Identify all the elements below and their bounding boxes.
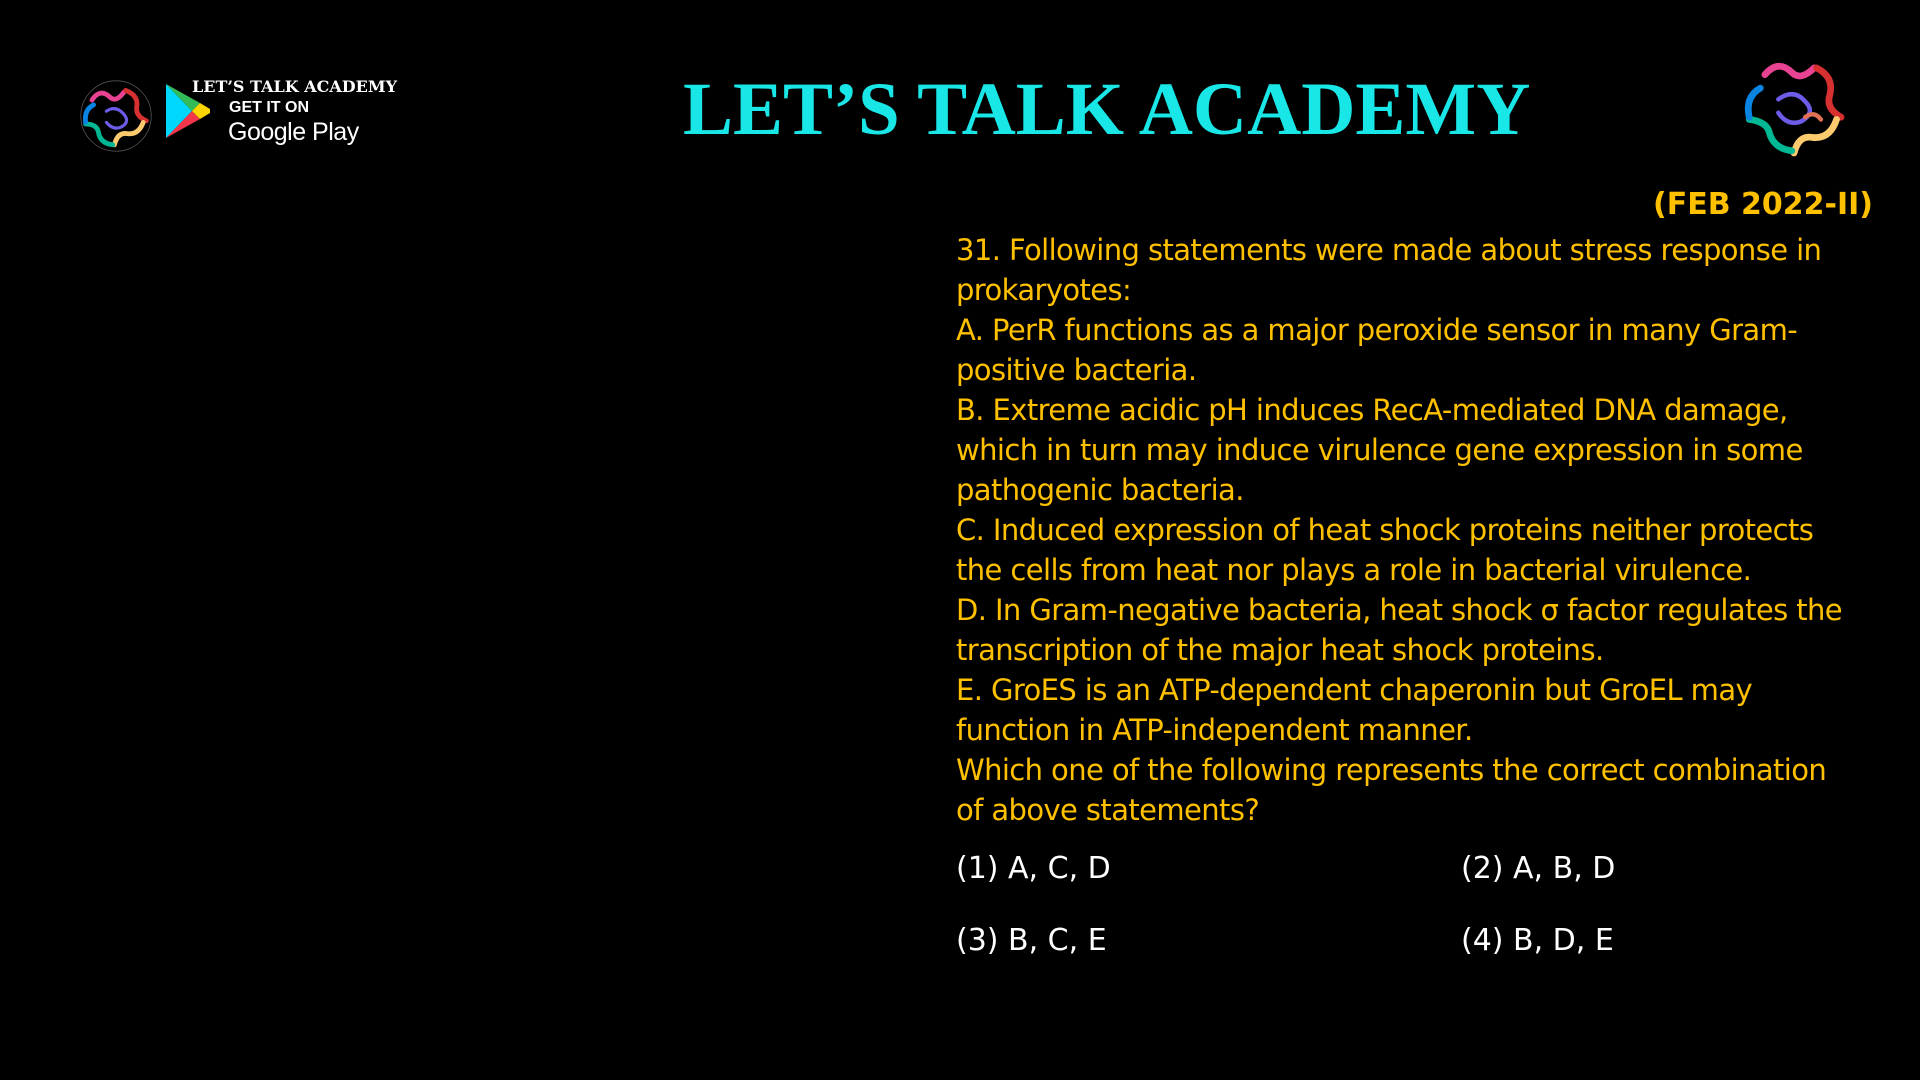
badge-store-name[interactable]: Google Play xyxy=(228,118,359,146)
page-title: LET’S TALK ACADEMY xyxy=(683,68,1531,151)
badge-academy-name: LET’S TALK ACADEMY xyxy=(192,77,397,96)
badge-get-it-on: GET IT ON xyxy=(229,99,309,116)
question-text xyxy=(956,230,1891,830)
statement-line: A. PerR functions as a major peroxide sensor in many Gram- xyxy=(956,313,1798,347)
prompt-line: of above statements? xyxy=(956,793,1260,827)
statement-line: B. Extreme acidic pH induces RecA-mediated DNA damage, xyxy=(956,393,1788,427)
statement-line: positive bacteria. xyxy=(956,353,1197,387)
statement-line: pathogenic bacteria. xyxy=(956,473,1244,507)
statement-line: which in turn may induce virulence gene expression in some xyxy=(956,433,1803,467)
protein-structure-logo-icon xyxy=(1738,50,1850,162)
statement-line: E. GroES is an ATP-dependent chaperonin but GroEL may xyxy=(956,673,1753,707)
exam-tag: (FEB 2022-II) xyxy=(1653,187,1873,222)
statement-line: D. In Gram-negative bacteria, heat shock σ factor regulates the xyxy=(956,593,1842,627)
option-2[interactable]: (2) A, B, D xyxy=(1461,851,1616,886)
question-line: 31. Following statements were made about stress response in xyxy=(956,233,1822,267)
protein-structure-logo-icon xyxy=(76,76,156,156)
statement-line: C. Induced expression of heat shock proteins neither protects xyxy=(956,513,1814,547)
statement-line: the cells from heat nor plays a role in bacterial virulence. xyxy=(956,553,1752,587)
option-1[interactable]: (1) A, C, D xyxy=(956,851,1111,886)
statement-line: function in ATP-independent manner. xyxy=(956,713,1473,747)
statement-line: transcription of the major heat shock proteins. xyxy=(956,633,1604,667)
prompt-line: Which one of the following represents the correct combination xyxy=(956,753,1827,787)
option-3[interactable]: (3) B, C, E xyxy=(956,923,1107,958)
question-line: prokaryotes: xyxy=(956,273,1132,307)
option-4[interactable]: (4) B, D, E xyxy=(1461,923,1614,958)
